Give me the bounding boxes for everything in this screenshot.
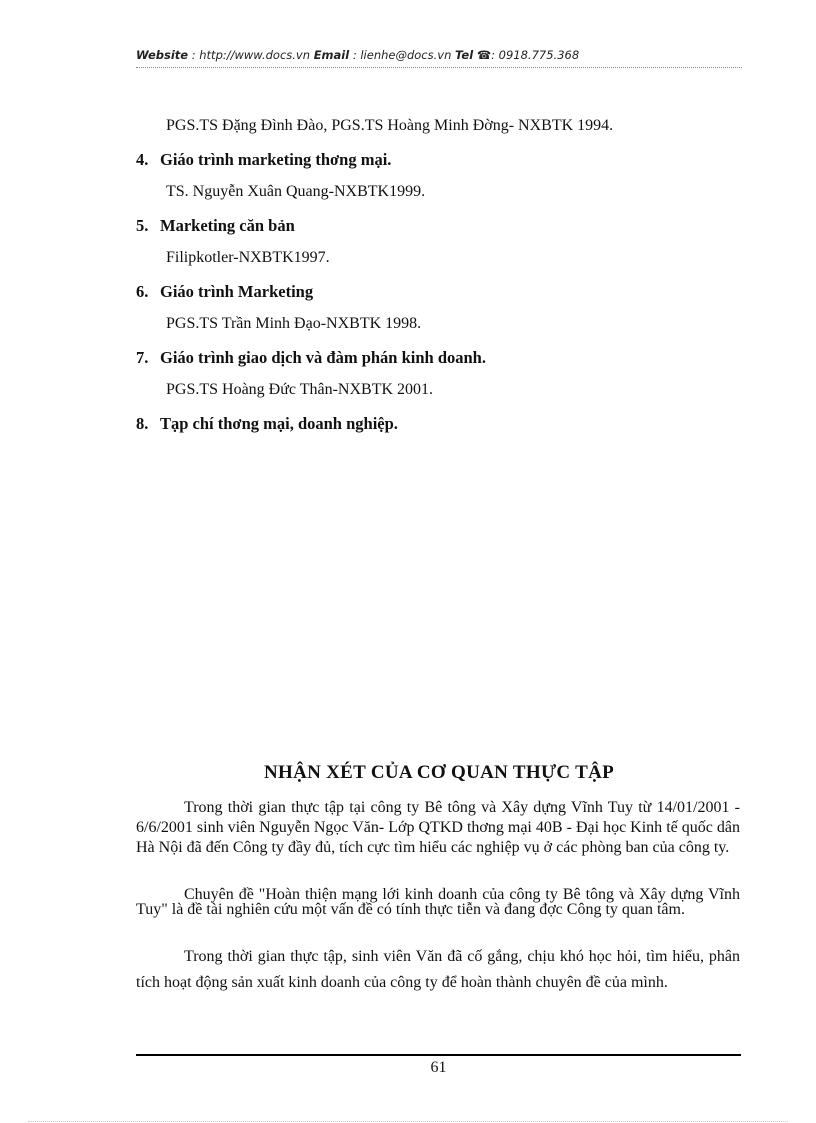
reference-title-text: Giáo trình marketing thơng mại. [160,150,392,169]
telephone-icon: ☎ [476,48,492,62]
reference-title-text: Giáo trình Marketing [160,282,314,301]
reference-author-line: TS. Nguyễn Xuân Quang-NXBTK1999. [166,183,426,200]
page-header [136,48,742,62]
section-title: NHẬN XÉT CỦA CƠ QUAN THỰC TẬP [263,762,615,783]
paragraph [136,887,740,917]
reference-number: 6. [136,282,149,301]
header-divider [136,67,742,68]
page-number: 61 [430,1059,447,1076]
reference-number: 7. [136,348,149,367]
tel-value: : 0918.775.368 [491,48,580,62]
bottom-dotted-border [28,1121,788,1122]
reference-title [136,216,295,236]
paragraph [136,798,740,858]
reference-title-text: Tạp chí thơng mại, doanh nghiệp. [160,414,398,433]
reference-title-text: Marketing căn bản [160,216,295,235]
reference-author-line: PGS.TS Hoàng Đức Thân-NXBTK 2001. [166,381,434,398]
reference-title-text: Giáo trình giao dịch và đàm phán kinh doanh. [160,348,486,367]
reference-number: 8. [136,414,149,433]
footer-divider [136,1054,741,1056]
reference-title [136,150,391,170]
paragraph-text: Chuyên đề "Hoàn thiện mạng lới kinh doanh của công ty Bê tông và Xây dựng Vĩnh Tuy" là đề tài nghiên cứu một vấn đề có tính thực tiễn và đang đợc Công ty quan tâm. [136,886,740,918]
paragraph [136,944,740,996]
reference-author-line: PGS.TS Đặng Đình Đào, PGS.TS Hoàng Minh Đờng- NXBTK 1994. [166,117,614,134]
reference-title [136,414,398,434]
reference-title [136,348,486,368]
reference-author-line: PGS.TS Trần Minh Đạo-NXBTK 1998. [166,315,422,332]
email-value: : lienhe@docs.vn [352,48,452,62]
tel-label: Tel [455,48,474,62]
reference-author-line: Filipkotler-NXBTK1997. [166,249,330,266]
reference-number: 5. [136,216,149,235]
paragraph-text: Trong thời gian thực tập tại công ty Bê tông và Xây dựng Vĩnh Tuy từ 14/01/2001 - 6/6/2001 sinh viên Nguyễn Ngọc Văn- Lớp QTKD thơng mại 40B - Đại học Kinh tế quốc dân Hà Nội đã đến Công ty đầy đủ, tích cực tìm hiểu các nghiệp vụ ở các phòng ban của công ty. [136,799,740,856]
website-label: Website [136,48,189,62]
reference-number: 4. [136,150,149,169]
reference-title [136,282,313,302]
email-label: Email [313,48,350,62]
paragraph-text: Trong thời gian thực tập, sinh viên Văn đã cố gắng, chịu khó học hỏi, tìm hiểu, phân tích hoạt động sản xuất kinh doanh của công ty để hoàn thành chuyên đề của mình. [136,948,740,991]
website-value: : http://www.docs.vn [191,48,311,62]
